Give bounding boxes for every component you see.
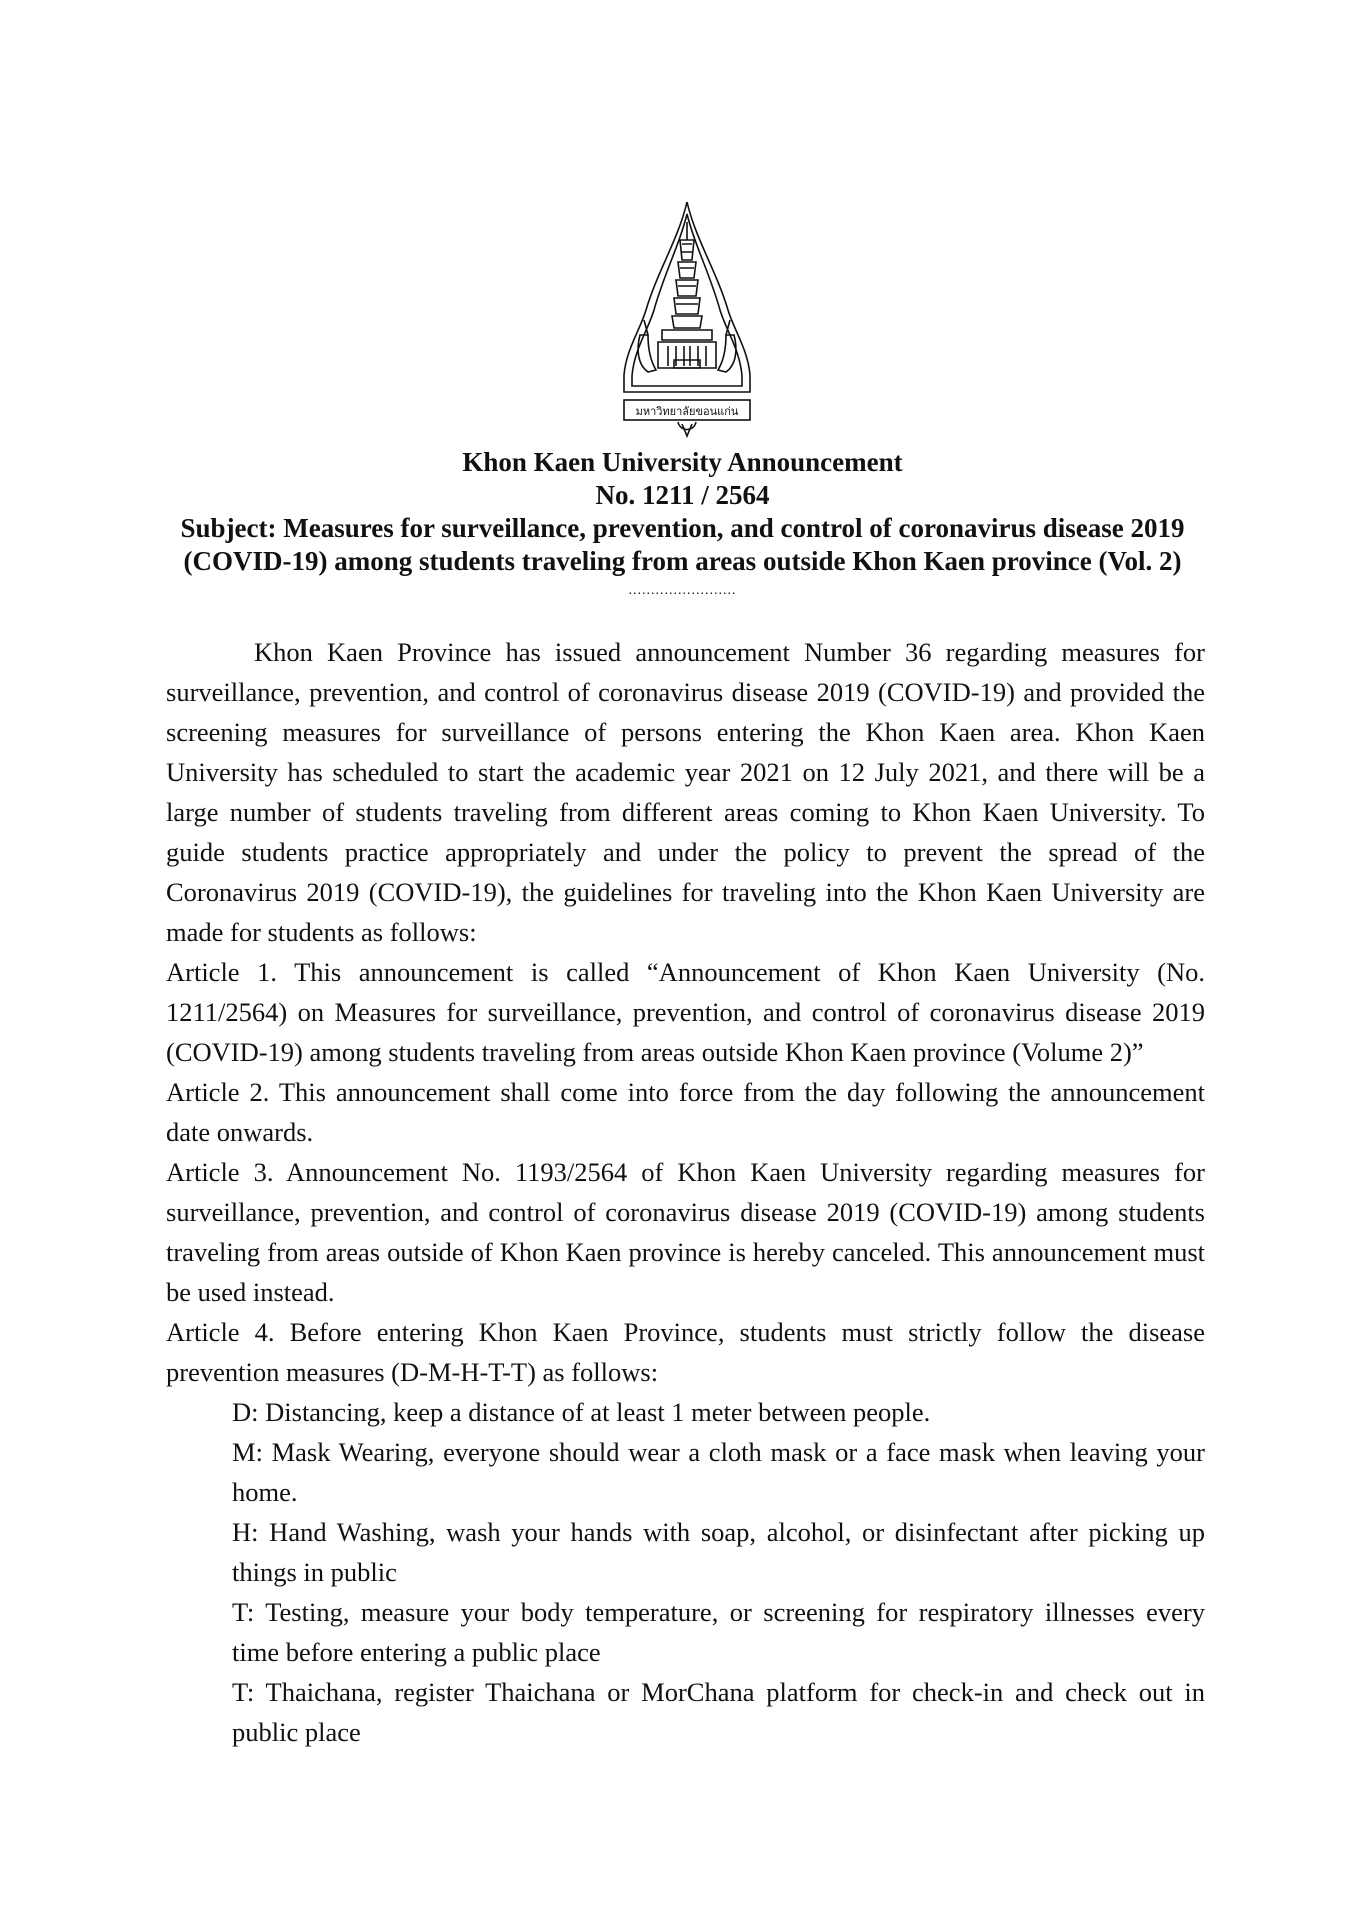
university-seal-icon <box>618 200 756 444</box>
announcement-number: No. 1211 / 2564 <box>595 480 770 510</box>
announcement-title: Khon Kaen University Announcement <box>462 447 903 477</box>
announcement-subject-line-1: Subject: Measures for surveillance, prevention, and control of coronavirus disease 2019 <box>180 513 1185 543</box>
article-4: Article 4. Before entering Khon Kaen Province, students must strictly follow the disease prevention measures (D-M-H-T-T) as follows: <box>166 1317 1205 1387</box>
measure-distancing: D: Distancing, keep a distance of at least 1 meter between people. <box>232 1397 931 1427</box>
announcement-header <box>140 446 1225 600</box>
measure-hand-washing: H: Hand Washing, wash your hands with soap, alcohol, or disinfectant after picking up things in public <box>232 1517 1205 1587</box>
seal-text: มหาวิทยาลัยขอนแก่น <box>635 405 739 418</box>
header-separator: ........................ <box>628 583 737 598</box>
measure-thaichana: T: Thaichana, register Thaichana or MorChana platform for check-in and check out in public place <box>232 1677 1205 1747</box>
announcement-body <box>166 632 1205 1752</box>
article-2: Article 2. This announcement shall come into force from the day following the announcement date onwards. <box>166 1077 1205 1147</box>
measure-testing: T: Testing, measure your body temperature, or screening for respiratory illnesses every time before entering a public place <box>232 1597 1205 1667</box>
intro-paragraph: Khon Kaen Province has issued announcement Number 36 regarding measures for surveillance, prevention, and control of coronavirus disease 2019 (COVID-19) and provided the screening measures for surveillance of persons entering the Khon Kaen area. Khon Kaen University has scheduled to start the academic year 2021 on 12 July 2021, and there will be a large number of students traveling from different areas coming to Khon Kaen University. To guide students practice appropriately and under the policy to prevent the spread of the Coronavirus 2019 (COVID-19), the guidelines for traveling into the Khon Kaen University are made for students as follows: <box>166 637 1205 947</box>
article-1: Article 1. This announcement is called “Announcement of Khon Kaen University (No. 1211/2564) on Measures for surveillance, prevention, and control of coronavirus disease 2019 (COVID-19) among students traveling from areas outside Khon Kaen province (Volume 2)” <box>166 957 1205 1067</box>
announcement-subject-line-2: (COVID-19) among students traveling from areas outside Khon Kaen province (Vol. 2) <box>183 546 1182 576</box>
article-3: Article 3. Announcement No. 1193/2564 of Khon Kaen University regarding measures for surveillance, prevention, and control of coronavirus disease 2019 (COVID-19) among students traveling from areas outside of Khon Kaen province is hereby canceled. This announcement must be used instead. <box>166 1157 1205 1307</box>
measure-mask-wearing: M: Mask Wearing, everyone should wear a cloth mask or a face mask when leaving your home. <box>232 1437 1205 1507</box>
